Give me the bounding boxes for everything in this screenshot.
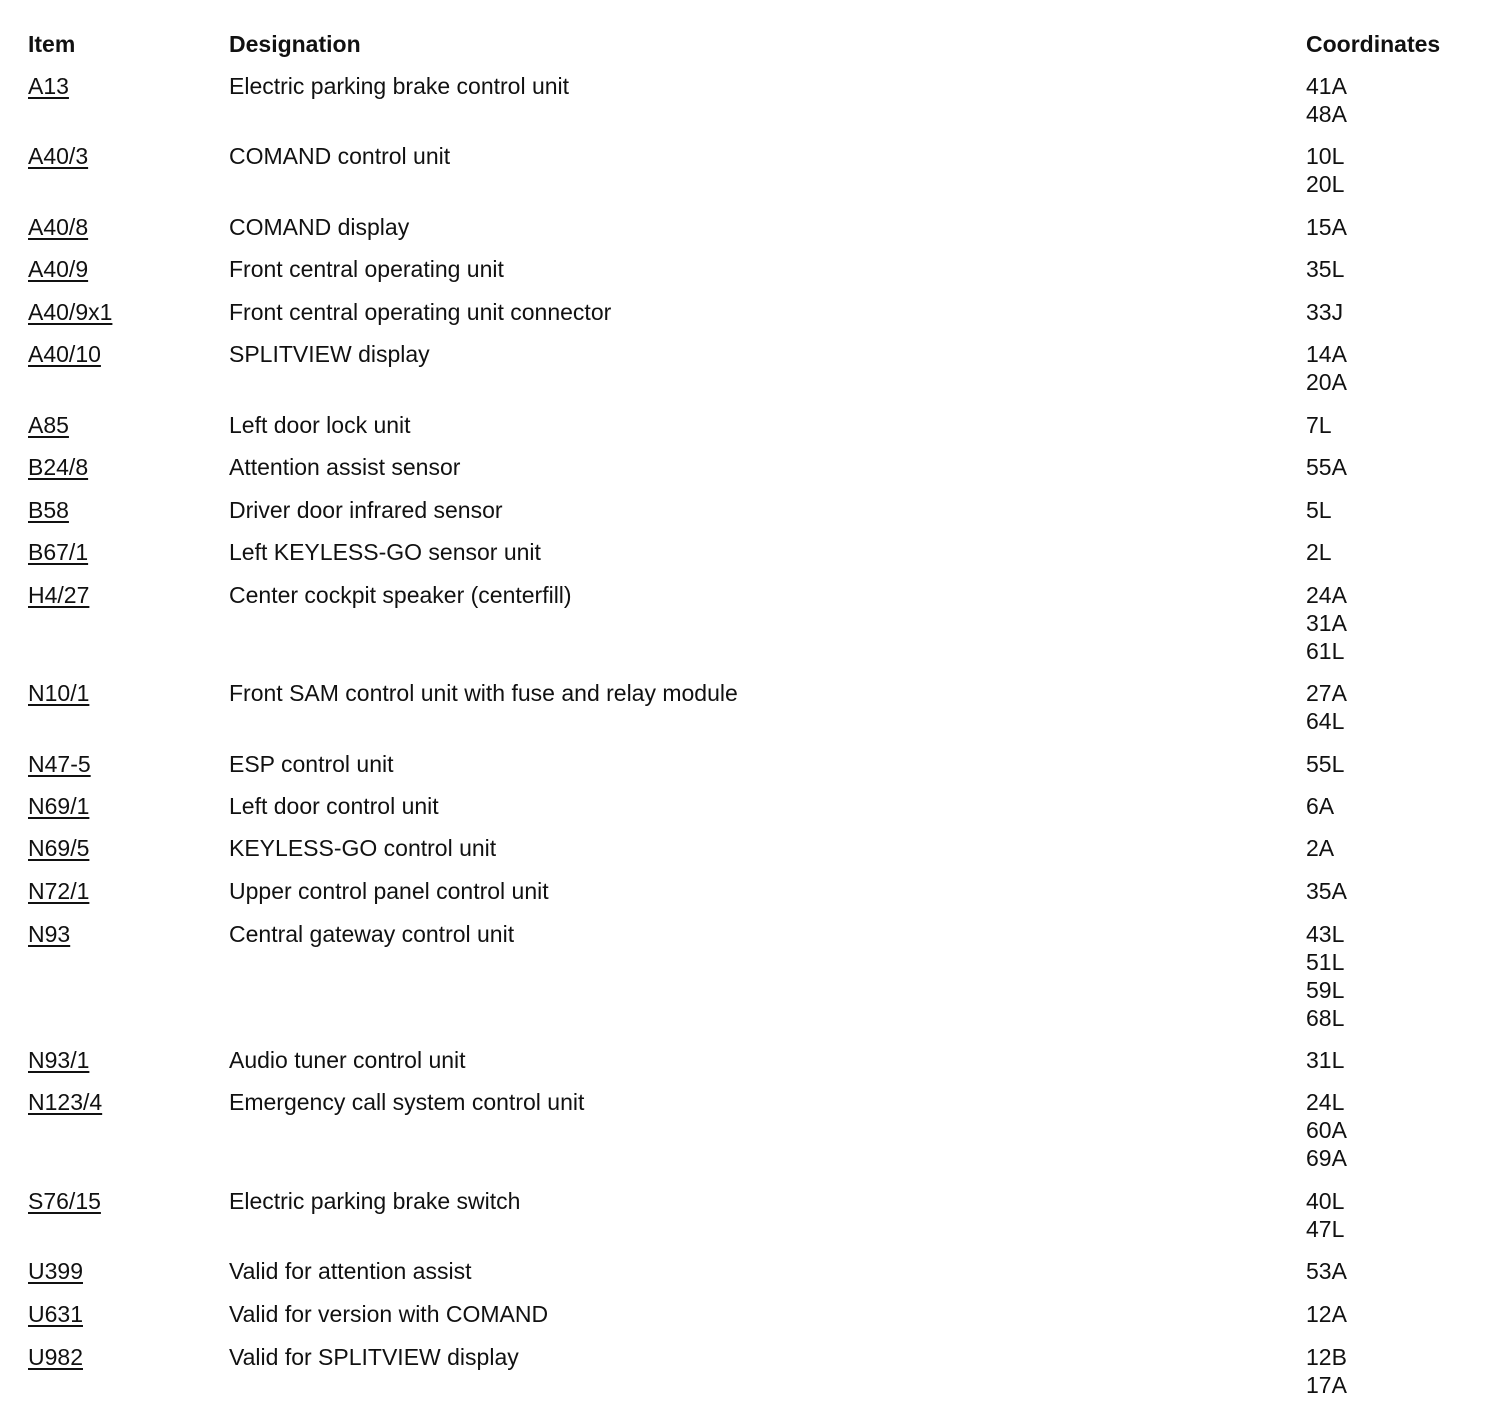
designation-text: Front central operating unit connector <box>229 299 612 325</box>
coordinates-cell <box>1306 1088 1347 1172</box>
coordinate-value: 64L <box>1306 708 1345 734</box>
coordinates-cell <box>1306 877 1347 905</box>
coordinates-cell <box>1306 679 1347 735</box>
coordinates-cell <box>1306 142 1344 198</box>
item-link[interactable]: N72/1 <box>28 878 90 904</box>
coordinate-value: 31L <box>1306 1047 1345 1073</box>
coordinates-cell <box>1306 1300 1347 1328</box>
coordinate-value: 5L <box>1306 497 1332 523</box>
coordinate-value: 6A <box>1306 793 1335 819</box>
header-item: Item <box>28 31 76 57</box>
designation-text: Electric parking brake switch <box>229 1188 521 1214</box>
item-link[interactable]: U631 <box>28 1301 83 1327</box>
designation-text: Electric parking brake control unit <box>229 73 570 99</box>
coordinates-cell <box>1306 298 1343 326</box>
coordinates-cell <box>1306 255 1344 283</box>
coordinates-cell <box>1306 581 1347 665</box>
item-link[interactable]: N47-5 <box>28 751 91 777</box>
designation-text: COMAND display <box>229 214 410 240</box>
coordinate-value: 12A <box>1306 1301 1347 1327</box>
item-link[interactable]: A13 <box>28 73 69 99</box>
coordinates-cell <box>1306 920 1344 1032</box>
item-link[interactable]: A40/8 <box>28 214 89 240</box>
coordinate-value: 41A <box>1306 73 1347 99</box>
coordinate-value: 61L <box>1306 638 1345 664</box>
coordinates-cell <box>1306 792 1334 820</box>
coordinate-value: 55L <box>1306 751 1345 777</box>
item-link[interactable]: A40/3 <box>28 143 89 169</box>
item-link[interactable]: N69/1 <box>28 793 90 819</box>
item-link[interactable]: A40/10 <box>28 341 101 367</box>
item-link[interactable]: N93/1 <box>28 1047 90 1073</box>
coordinate-value: 51L <box>1306 949 1345 975</box>
coordinates-cell <box>1306 750 1344 778</box>
item-link[interactable]: N10/1 <box>28 680 90 706</box>
header-coordinates: Coordinates <box>1306 31 1441 57</box>
item-link[interactable]: U982 <box>28 1344 83 1370</box>
coordinates-cell <box>1306 538 1332 566</box>
coordinates-cell <box>1306 72 1347 128</box>
coordinate-value: 27A <box>1306 680 1347 706</box>
coordinate-value: 12B <box>1306 1344 1347 1370</box>
item-link[interactable]: A40/9 <box>28 256 89 282</box>
coordinate-value: 43L <box>1306 921 1345 947</box>
coordinate-value: 35L <box>1306 256 1345 282</box>
coordinates-cell <box>1306 213 1347 241</box>
coordinate-value: 2A <box>1306 835 1335 861</box>
table-header <box>0 30 1504 60</box>
coordinate-value: 68L <box>1306 1005 1345 1031</box>
designation-text: SPLITVIEW display <box>229 341 430 367</box>
coordinate-value: 55A <box>1306 454 1347 480</box>
designation-text: Left door lock unit <box>229 412 411 438</box>
designation-text: Attention assist sensor <box>229 454 461 480</box>
coordinate-value: 24L <box>1306 1089 1345 1115</box>
designation-text: Left door control unit <box>229 793 439 819</box>
coordinates-cell <box>1306 834 1334 862</box>
designation-text: Front central operating unit <box>229 256 504 282</box>
coordinate-value: 59L <box>1306 977 1345 1003</box>
coordinate-value: 2L <box>1306 539 1332 565</box>
designation-text: Upper control panel control unit <box>229 878 549 904</box>
designation-text: Valid for version with COMAND <box>229 1301 549 1327</box>
coordinates-cell <box>1306 340 1347 396</box>
designation-text: Valid for attention assist <box>229 1258 472 1284</box>
designation-text: Left KEYLESS-GO sensor unit <box>229 539 541 565</box>
coordinate-value: 31A <box>1306 610 1347 636</box>
designation-text: Central gateway control unit <box>229 921 515 947</box>
item-link[interactable]: A40/9x1 <box>28 299 113 325</box>
item-link[interactable]: N123/4 <box>28 1089 103 1115</box>
item-link[interactable]: H4/27 <box>28 582 90 608</box>
coordinates-cell <box>1306 1187 1344 1243</box>
designation-text: Valid for SPLITVIEW display <box>229 1344 519 1370</box>
coordinates-cell <box>1306 1046 1344 1074</box>
coordinate-value: 48A <box>1306 101 1347 127</box>
coordinate-value: 69A <box>1306 1145 1347 1171</box>
coordinate-value: 33J <box>1306 299 1344 325</box>
item-link[interactable]: B24/8 <box>28 454 89 480</box>
designation-text: Front SAM control unit with fuse and relay module <box>229 680 738 706</box>
coordinate-value: 53A <box>1306 1258 1347 1284</box>
coordinates-cell <box>1306 1257 1347 1285</box>
coordinate-value: 14A <box>1306 341 1347 367</box>
coordinates-cell <box>1306 1343 1347 1399</box>
coordinate-value: 7L <box>1306 412 1332 438</box>
item-link[interactable]: B58 <box>28 497 69 523</box>
item-link[interactable]: S76/15 <box>28 1188 101 1214</box>
item-link[interactable]: U399 <box>28 1258 83 1284</box>
coordinates-cell <box>1306 496 1332 524</box>
coordinate-value: 10L <box>1306 143 1345 169</box>
coordinate-value: 15A <box>1306 214 1347 240</box>
designation-text: COMAND control unit <box>229 143 451 169</box>
designation-text: Driver door infrared sensor <box>229 497 503 523</box>
coordinates-cell <box>1306 453 1347 481</box>
header-designation: Designation <box>229 31 361 57</box>
coordinates-cell <box>1306 411 1332 439</box>
coordinate-value: 60A <box>1306 1117 1347 1143</box>
coordinate-value: 24A <box>1306 582 1347 608</box>
item-link[interactable]: A85 <box>28 412 69 438</box>
item-link[interactable]: B67/1 <box>28 539 89 565</box>
designation-text: ESP control unit <box>229 751 394 777</box>
coordinate-value: 47L <box>1306 1216 1345 1242</box>
designation-text: Emergency call system control unit <box>229 1089 585 1115</box>
coordinate-value: 17A <box>1306 1372 1347 1398</box>
item-link[interactable]: N93 <box>28 921 71 947</box>
coordinate-value: 20A <box>1306 369 1347 395</box>
item-link[interactable]: N69/5 <box>28 835 90 861</box>
designation-text: Center cockpit speaker (centerfill) <box>229 582 572 608</box>
coordinate-value: 20L <box>1306 171 1345 197</box>
designation-text: Audio tuner control unit <box>229 1047 466 1073</box>
coordinate-value: 40L <box>1306 1188 1345 1214</box>
coordinate-value: 35A <box>1306 878 1347 904</box>
designation-text: KEYLESS-GO control unit <box>229 835 497 861</box>
